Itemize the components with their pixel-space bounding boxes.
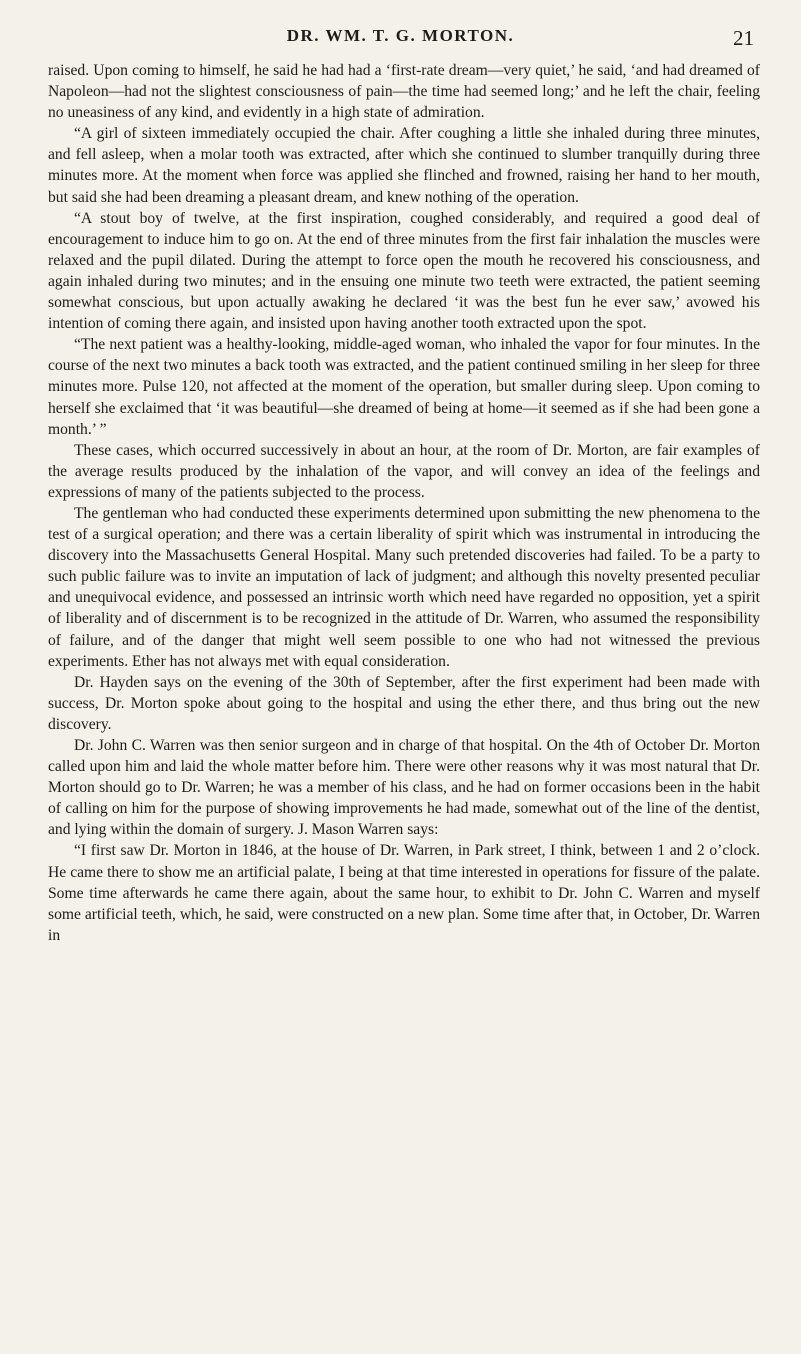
body-text xyxy=(48,60,760,946)
paragraph: “I first saw Dr. Morton in 1846, at the house of Dr. Warren, in Park street, I think, between 1 and 2 o’clock. He came there to show me an artificial palate, I being at that time interested in operations for fissure of the palate. Some time afterwards he came there again, about the same hour, to exhibit to Dr. John C. Warren and myself some artificial teeth, which, he said, were constructed on a new plan. Some time after that, in October, Dr. Warren in xyxy=(48,842,760,944)
paragraph: raised. Upon coming to himself, he said he had had a ‘first-rate dream—very quiet,’ he said, ‘and had dreamed of Napoleon—had not the slightest consciousness of pain—the time had seemed long;’ and he left the chair, feeling no uneasiness of any kind, and evidently in a high state of admiration. xyxy=(48,62,760,122)
paragraph: These cases, which occurred successively in about an hour, at the room of Dr. Morton, are fair examples of the average results produced by the inhalation of the vapor, and will convey an idea of the feelings and expressions of many of the patients subjected to the process. xyxy=(48,441,760,501)
page-number: 21 xyxy=(733,26,754,50)
paragraph: The gentleman who had conducted these experiments determined upon submitting the new phenomena to the test of a surgical operation; and there was a certain liberality of spirit which was instrumental in introducing the discovery into the Massachusetts General Hospital. Many such pretended discoveries had failed. To be a party to such public failure was to invite an imputation of lack of judgment; and although this novelty presented peculiar and unequivocal evidence, and possessed an intrinsic worth which need have regarded no opposition, yet a spirit of liberality and of discernment is to be recognized in the attitude of Dr. Warren, who assumed the responsibility of failure, and of the danger that might well seem possible to one who had not witnessed the previous experiments. Ether has not always met with equal consideration. xyxy=(48,504,760,670)
paragraph: Dr. John C. Warren was then senior surgeon and in charge of that hospital. On the 4th of October Dr. Morton called upon him and laid the whole matter before him. There were other reasons why it was most natural that Dr. Morton should go to Dr. Warren; he was a member of his class, and he had on former occasions been in the habit of calling on him for the purpose of showing improvements he had made, somewhat out of the line of the dentist, and lying within the domain of surgery. J. Mason Warren says: xyxy=(48,737,760,839)
paragraph: Dr. Hayden says on the evening of the 30th of September, after the first experiment had been made with success, Dr. Morton spoke about going to the hospital and using the ether there, and thus bring out the new discovery. xyxy=(48,673,760,733)
paragraph: “The next patient was a healthy-looking, middle-aged woman, who inhaled the vapor for four minutes. In the course of the next two minutes a back tooth was extracted, and the patient continued smiling in her sleep for three minutes more. Pulse 120, not affected at the moment of the operation, but smaller during sleep. Upon coming to herself she exclaimed that ‘it was beautiful—she dreamed of being at home—it seemed as if she had been gone a month.’ ” xyxy=(48,336,760,438)
running-title: DR. WM. T. G. MORTON. xyxy=(286,26,515,45)
paragraph: “A girl of sixteen immediately occupied the chair. After coughing a little she inhaled during three minutes, and fell asleep, when a molar tooth was extracted, after which she continued to slumber tranquilly during three minutes more. At the moment when force was applied she flinched and frowned, raising her hand to her mouth, but said she had been dreaming a pleasant dream, and knew nothing of the operation. xyxy=(48,125,760,206)
running-head xyxy=(0,26,801,56)
paragraph: “A stout boy of twelve, at the first inspiration, coughed considerably, and required a good deal of encouragement to induce him to go on. At the end of three minutes from the first fair inhalation the muscles were relaxed and the pupil dilated. During the attempt to force open the mouth he recovered his consciousness, and again inhaled during two minutes; and in the ensuing one minute two teeth were extracted, the patient seeming somewhat conscious, but upon actually awaking he declared ‘it was the best fun he ever saw,’ avowed his intention of coming there again, and insisted upon having another tooth extracted upon the spot. xyxy=(48,209,760,333)
